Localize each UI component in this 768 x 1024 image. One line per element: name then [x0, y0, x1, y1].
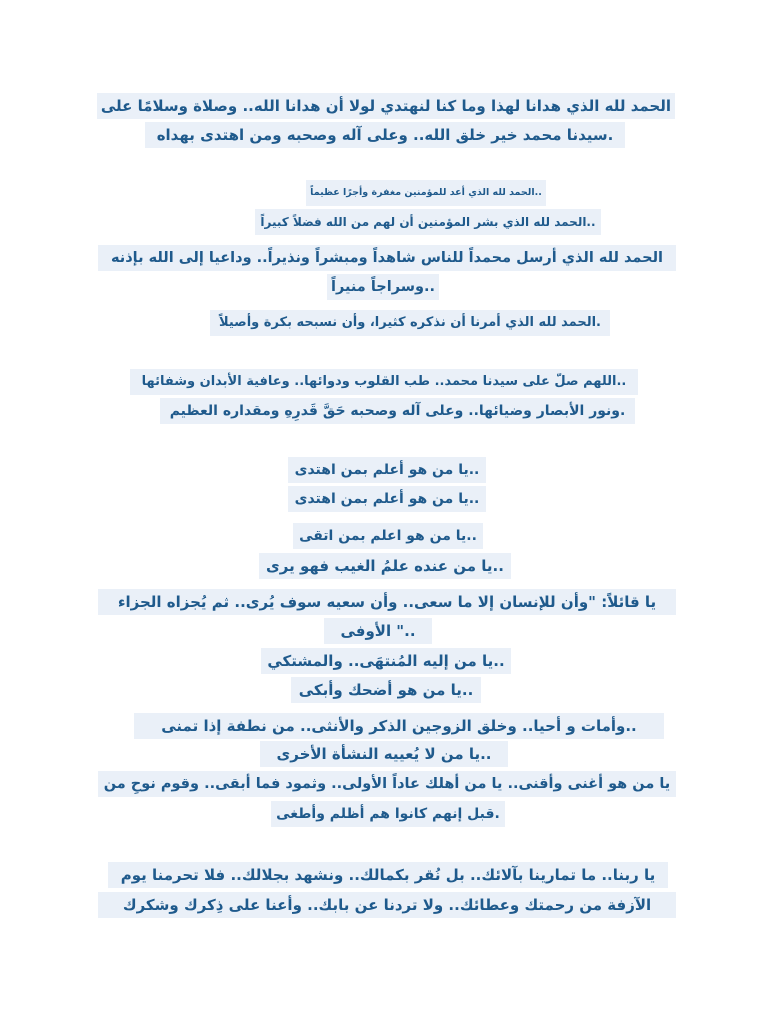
text-line: الحمد لله الذي أرسل محمداً للناس شاهداً ومبشراً ونذيراً.. وداعيا إلى الله بإذنه	[98, 245, 676, 271]
text-line: ..الحمد لله الذي بشر المؤمنين أن لهم من الله فضلاً كبيراً	[255, 209, 601, 235]
text-line: ..الحمد لله الذي أعد للمؤمنين مغفرة وأجرًا عظيماً	[306, 180, 546, 206]
text-line: ..وسراجاً منيراً	[327, 274, 439, 300]
text-line: يا قائلاً: "وأن للإنسان إلا ما سعى.. وأن سعيه سوف يُرى.. ثم يُجزاه الجزاء	[98, 589, 676, 615]
text-line: ..يا من هو أضحك وأبكى	[291, 677, 481, 703]
text-line: ..اللهم صلّ على سيدنا محمد.. طب القلوب ودوائها.. وعافية الأبدان وشفائها	[130, 369, 638, 395]
text-line: يا من هو أغنى وأقنى.. يا من أهلك عاداً الأولى.. وثمود فما أبقى.. وقوم نوحِ من	[98, 771, 676, 797]
text-line: يا ربنا.. ما تمارينا بآلائك.. بل نُقر بكمالك.. ونشهد بجلالك.. فلا تحرمنا يوم	[108, 862, 668, 888]
text-line: الآزفة من رحمتك وعطائك.. ولا تردنا عن بابك.. وأعنا على ذِكرك وشكرك	[98, 892, 676, 918]
text-line: ..يا من عنده علمُ الغيب فهو يرى	[259, 553, 511, 579]
text-line: .." الأوفى	[324, 618, 432, 644]
text-line: .قبل إنهم كانوا هم أظلم وأطغى	[271, 801, 505, 827]
text-line: ..يا من إليه المُنتهَى.. والمشتكي	[261, 648, 511, 674]
text-line: الحمد لله الذي هدانا لهذا وما كنا لنهتدي لولا أن هدانا الله.. وصلاة وسلامًا على	[97, 93, 675, 119]
text-line: .سيدنا محمد خير خلق الله.. وعلى آله وصحبه ومن اهتدى بهداه	[145, 122, 625, 148]
text-line: .الحمد لله الذي أمرنا أن نذكره كثيرا، وأن نسبحه بكرة وأصيلاً	[210, 310, 610, 336]
text-line: ..يا من لا يُعييه النشأة الأخرى	[260, 741, 508, 767]
text-line: .ونور الأبصار وضيائها.. وعلى آله وصحبه حَقَّ قَدرِهِ ومقداره العظيم	[160, 398, 635, 424]
text-line: ..يا من هو أعلم بمن اهتدى	[288, 457, 486, 483]
text-line: ..وأمات و أحيا.. وخلق الزوجين الذكر والأنثى.. من نطفة إذا تمنى	[134, 713, 664, 739]
text-line: ..يا من هو اعلم بمن اتقى	[293, 523, 483, 549]
text-line: ..يا من هو أعلم بمن اهتدى	[288, 486, 486, 512]
